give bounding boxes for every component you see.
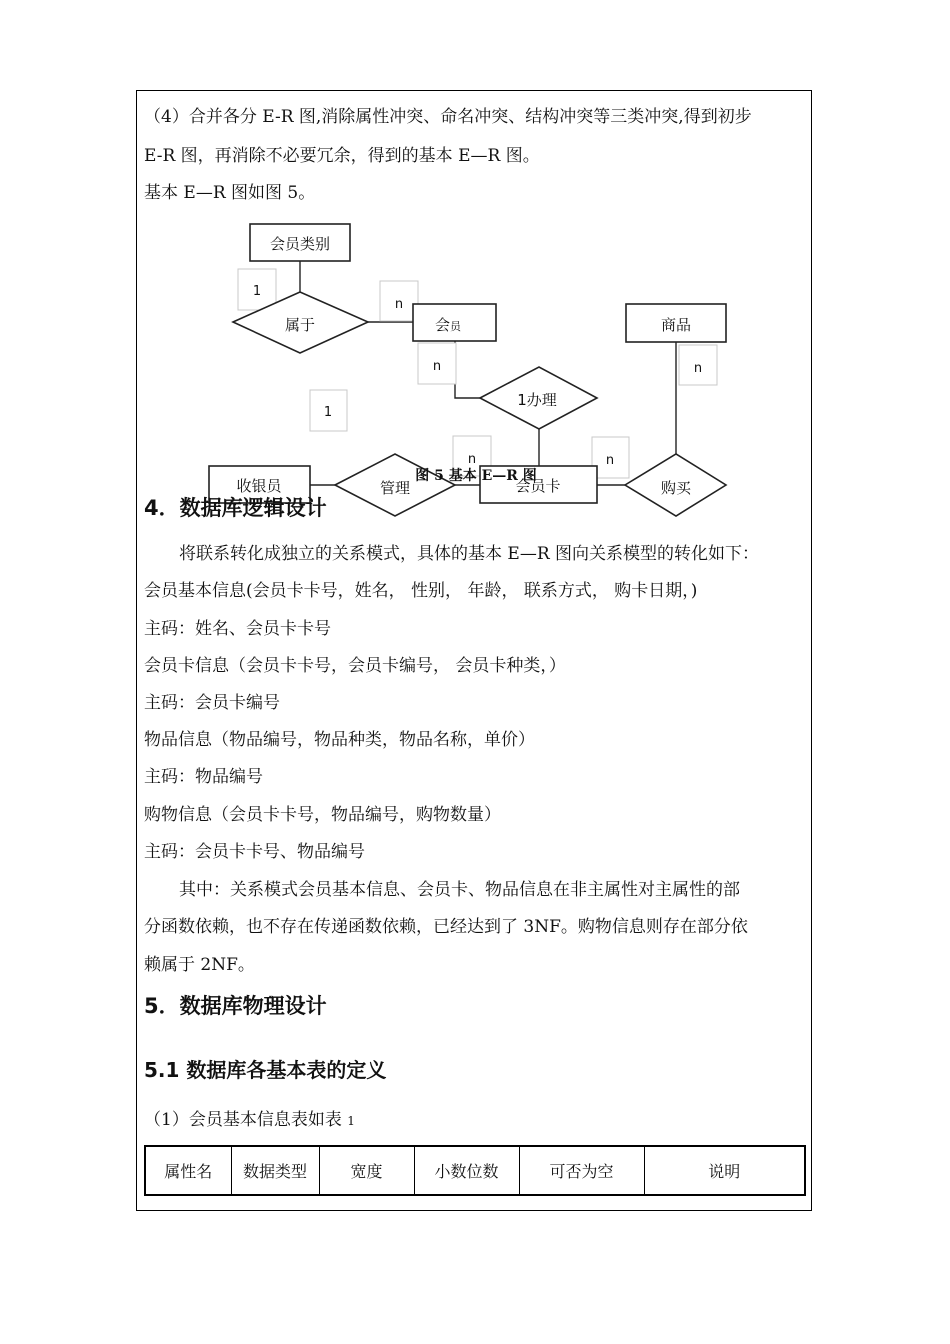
header-attr-name: 属性名 — [145, 1146, 231, 1195]
line-member-handle — [455, 341, 480, 398]
figure-caption: 图 5 基本 E—R 图 — [415, 468, 537, 484]
relation-card-info: 会员卡信息（会员卡卡号，会员卡编号， 会员卡种类，） — [144, 656, 566, 676]
header-data-type: 数据类型 — [231, 1146, 319, 1195]
section-4-title: 4．数据库逻辑设计 — [144, 496, 327, 520]
header-description: 说明 — [644, 1146, 805, 1195]
cardinality-6: n — [467, 452, 477, 467]
primary-key-member: 主码：姓名、会员卡卡号 — [144, 619, 331, 639]
paragraph-merge-er-cont: E-R 图，再消除不必要冗余，得到的基本 E—R 图。 — [144, 146, 540, 166]
section-4-intro: 将联系转化成独立的关系模式，具体的基本 E—R 图向关系模型的转化如下： — [179, 544, 760, 564]
normal-form-note-2: 分函数依赖，也不存在传递函数依赖，已经达到了 3NF。购物信息则存在部分依 — [144, 917, 748, 937]
relation-member-info: 会员基本信息(会员卡卡号，姓名， 性别， 年龄， 联系方式， 购卡日期，) — [144, 581, 698, 601]
primary-key-shopping: 主码：会员卡卡号、物品编号 — [144, 842, 365, 862]
member-info-table — [144, 1145, 806, 1196]
cardinality-3: n — [432, 359, 442, 374]
paragraph-figure-ref: 基本 E—R 图如图 5。 — [144, 183, 316, 203]
header-decimals: 小数位数 — [414, 1146, 519, 1195]
table-caption: （1）会员基本信息表如表 1 — [144, 1110, 355, 1130]
cardinality-7: n — [605, 453, 615, 468]
label-card: 会员卡 — [515, 477, 561, 495]
label-handle: 1办理 — [517, 391, 557, 409]
paragraph-merge-er: （4）合并各分 E-R 图,消除属性冲突、命名冲突、结构冲突等三类冲突,得到初步 — [144, 107, 752, 127]
cardinality-1: 1 — [252, 284, 262, 299]
section-5-title: 5．数据库物理设计 — [144, 994, 327, 1018]
label-goods: 商品 — [660, 316, 692, 334]
normal-form-note-1: 其中：关系模式会员基本信息、会员卡、物品信息在非主属性对主属性的部 — [179, 880, 740, 900]
label-buy: 购买 — [660, 479, 692, 497]
label-manage: 管理 — [379, 479, 411, 497]
relation-goods-info: 物品信息（物品编号，物品种类，物品名称，单价） — [144, 730, 535, 750]
label-member-type: 会员类别 — [269, 235, 331, 253]
primary-key-goods: 主码：物品编号 — [144, 767, 263, 787]
cardinality-4: n — [693, 361, 703, 376]
cardinality-2: n — [394, 297, 404, 312]
header-nullable: 可否为空 — [519, 1146, 644, 1195]
er-diagram — [0, 0, 950, 560]
section-5-1-title: 5.1 数据库各基本表的定义 — [144, 1058, 387, 1082]
normal-form-note-3: 赖属于 2NF。 — [144, 955, 255, 975]
primary-key-card: 主码：会员卡编号 — [144, 693, 280, 713]
label-belongs: 属于 — [284, 316, 316, 334]
header-width: 宽度 — [319, 1146, 414, 1195]
label-cashier: 收银员 — [236, 477, 282, 495]
label-member: 会员 — [434, 316, 462, 334]
table-header-row — [145, 1146, 805, 1195]
relation-shopping-info: 购物信息（会员卡卡号，物品编号，购物数量） — [144, 805, 501, 825]
cardinality-5: 1 — [323, 405, 333, 420]
